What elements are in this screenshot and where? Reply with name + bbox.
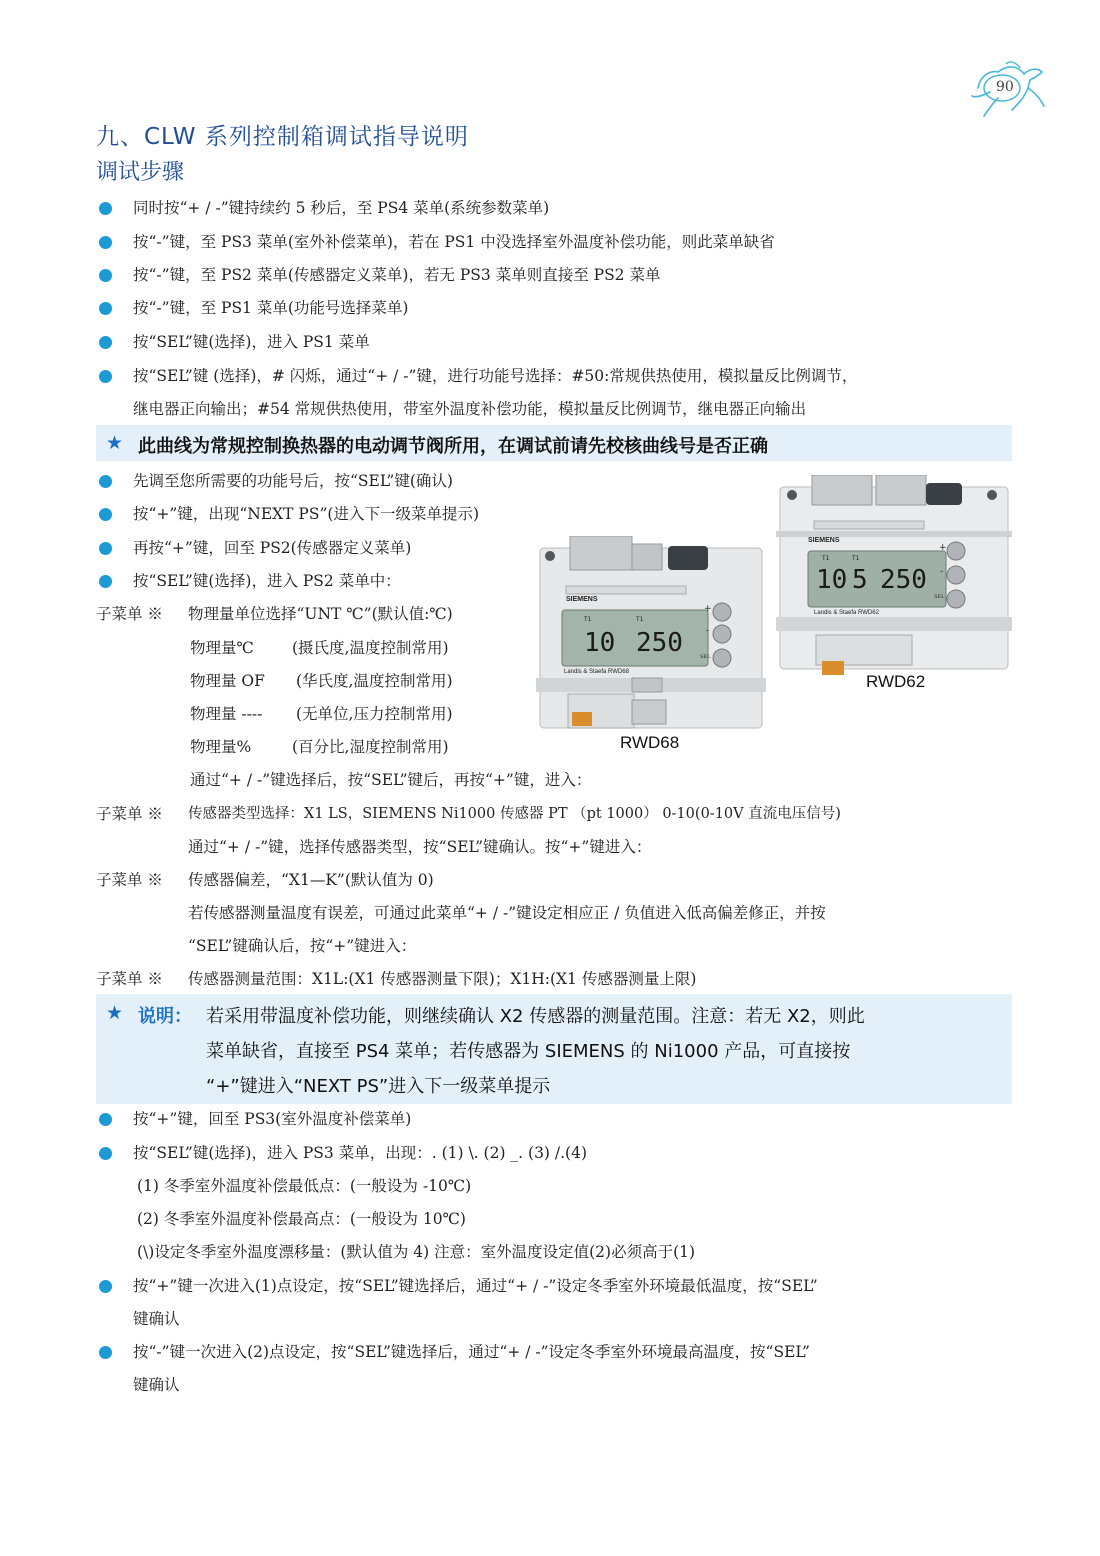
page-number: 90 — [996, 79, 1014, 95]
key-plus: + — [704, 604, 712, 614]
submenu-label: 子菜单 ※ — [96, 871, 163, 889]
note-line: (1) 冬季室外温度补偿最低点：(一般设为 -10℃) — [137, 1177, 472, 1195]
step-line: 按“SEL”键(选择)，进入 PS1 菜单 — [133, 333, 370, 351]
step-line: 按“+”键，出现“NEXT PS”(进入下一级菜单提示) — [133, 505, 480, 523]
step-line: 按“+”键，回至 PS3(室外温度补偿菜单) — [133, 1110, 412, 1128]
bullet-dot-icon — [99, 302, 112, 315]
key-sel: SEL — [934, 594, 945, 600]
display-value-left: 10 — [584, 628, 616, 658]
bullet-dot-icon — [99, 1280, 112, 1293]
step-line: 先调至您所需要的功能号后，按“SEL”键(确认) — [133, 472, 453, 490]
bullet-dot-icon — [99, 1346, 112, 1359]
unit-option-desc: (华氏度,温度控制常用) — [296, 672, 453, 690]
note-line: (2) 冬季室外温度补偿最高点：(一般设为 10℃) — [137, 1210, 466, 1228]
model-text: Landis & Staefa RWD68 — [564, 669, 629, 675]
device-brand: SIEMENS — [566, 596, 598, 603]
step-continuation: 继电器正向输出；#54 常规供热使用，带室外温度补偿功能，模拟量反比例调节，继电器正向输出 — [133, 400, 807, 418]
star-icon: ★ — [106, 432, 124, 454]
key-minus: - — [940, 567, 944, 577]
rwd62-label: RWD62 — [866, 672, 926, 691]
step-line: 按“SEL”键 (选择)，# 闪烁，通过“+ / -”键，进行功能号选择：#50:常规供热使用，模拟量反比例调节， — [133, 367, 858, 385]
step-continuation: 键确认 — [133, 1310, 180, 1328]
submenu-label: 子菜单 ※ — [96, 605, 163, 623]
step-line: 按“-”键，至 PS2 菜单(传感器定义菜单)，若无 PS3 菜单则直接至 PS2 菜单 — [133, 266, 661, 284]
model-text: Landis & Staefa RWD62 — [814, 610, 879, 616]
display-value-mid: 5 — [852, 565, 868, 595]
page-logo — [968, 58, 1052, 130]
section-title: 九、CLW 系列控制箱调试指导说明 — [96, 124, 469, 150]
submenu-label: 子菜单 ※ — [96, 805, 163, 823]
step-line: 按“+”键一次进入(1)点设定，按“SEL”键选择后，通过“+ / -”设定冬季室外环境最低温度，按“SEL” — [133, 1277, 818, 1295]
display-value-right: 250 — [880, 565, 927, 595]
unit-option-name: 物理量℃ — [190, 639, 254, 657]
note-text: “+”键进入“NEXT PS”进入下一级菜单提示 — [206, 1076, 551, 1097]
bullet-dot-icon — [99, 236, 112, 249]
bullet-dot-icon — [99, 475, 112, 488]
note-line: (\)设定冬季室外温度漂移量：(默认值为 4) 注意：室外温度设定值(2)必须高于(1) — [137, 1243, 696, 1261]
display-value-left: 10 — [816, 565, 848, 595]
step-line: 按“-”键一次进入(2)点设定，按“SEL”键选择后，通过“+ / -”设定冬季室外环境最高温度，按“SEL” — [133, 1343, 810, 1361]
step-line: 同时按“+ / -”键持续约 5 秒后，至 PS4 菜单(系统参数菜单) — [133, 199, 550, 217]
unit-option-name: 物理量 OF — [190, 672, 265, 690]
note-text: 菜单缺省，直接至 PS4 菜单；若传感器为 SIEMENS 的 Ni1000 产品，可直接按 — [206, 1041, 851, 1062]
display-t1: T1 — [584, 616, 592, 623]
submenu-text: 传感器类型选择：X1 LS，SIEMENS Ni1000 传感器 PT （pt 1000） 0-10(0-10V 直流电压信号) — [188, 806, 841, 822]
rwd68-label: RWD68 — [620, 733, 680, 752]
bullet-dot-icon — [99, 202, 112, 215]
submenu-text: 传感器偏差，“X1—K”(默认值为 0) — [188, 871, 434, 889]
display-t2: T1 — [852, 555, 860, 562]
bullet-dot-icon — [99, 508, 112, 521]
display-value-right: 250 — [636, 628, 683, 658]
unit-option-desc: (摄氏度,温度控制常用) — [292, 639, 449, 657]
bullet-dot-icon — [99, 542, 112, 555]
section-subtitle: 调试步骤 — [96, 160, 185, 185]
highlight-text: 此曲线为常规控制换热器的电动调节阀所用，在调试前请先校核曲线号是否正确 — [138, 436, 768, 457]
step-line: 再按“+”键，回至 PS2(传感器定义菜单) — [133, 539, 412, 557]
bullet-dot-icon — [99, 1113, 112, 1126]
submenu-after: 通过“+ / -”键选择后，按“SEL”键后，再按“+”键，进入： — [190, 771, 592, 789]
key-plus: + — [939, 543, 947, 553]
key-minus: - — [706, 626, 710, 636]
rwd68-device-image — [536, 536, 768, 732]
unit-option-name: 物理量 ---- — [190, 705, 263, 723]
step-line: 按“SEL”键(选择)，进入 PS2 菜单中： — [133, 572, 401, 590]
submenu-after: 若传感器测量温度有误差，可通过此菜单“+ / -”键设定相应正 / 负值进入低高偏差修正，并按 — [188, 904, 826, 922]
display-t1: T1 — [822, 555, 830, 562]
step-line: 按“-”键，至 PS3 菜单(室外补偿菜单)，若在 PS1 中没选择室外温度补偿功能，则此菜单缺省 — [133, 233, 775, 251]
submenu-after: “SEL”键确认后，按“+”键进入： — [188, 937, 417, 955]
unit-option-desc: (百分比,湿度控制常用) — [292, 738, 449, 756]
bullet-dot-icon — [99, 370, 112, 383]
submenu-text: 传感器测量范围：X1L:(X1 传感器测量下限)；X1H:(X1 传感器测量上限) — [188, 970, 697, 988]
display-t2: T1 — [636, 616, 644, 623]
unit-option-desc: (无单位,压力控制常用) — [296, 705, 453, 723]
step-line: 按“SEL”键(选择)，进入 PS3 菜单，出现：. (1) \. (2) _. (3) /.(4) — [133, 1144, 588, 1162]
submenu-after: 通过“+ / -”键，选择传感器类型，按“SEL”键确认。按“+”键进入： — [188, 838, 652, 856]
bullet-dot-icon — [99, 1147, 112, 1160]
star-icon: ★ — [106, 1002, 124, 1024]
submenu-text: 物理量单位选择“UNT ℃”(默认值:℃) — [188, 605, 453, 623]
unit-option-name: 物理量% — [190, 738, 252, 756]
rwd62-device-image — [776, 475, 1016, 675]
note-label: 说明： — [138, 1006, 192, 1027]
device-brand: SIEMENS — [808, 537, 840, 544]
bullet-dot-icon — [99, 575, 112, 588]
bullet-dot-icon — [99, 336, 112, 349]
note-text: 若采用带温度补偿功能，则继续确认 X2 传感器的测量范围。注意：若无 X2，则此 — [206, 1006, 865, 1027]
submenu-label: 子菜单 ※ — [96, 970, 163, 988]
step-line: 按“-”键，至 PS1 菜单(功能号选择菜单) — [133, 299, 409, 317]
bullet-dot-icon — [99, 269, 112, 282]
key-sel: SEL — [700, 654, 711, 660]
step-continuation: 键确认 — [133, 1376, 180, 1394]
